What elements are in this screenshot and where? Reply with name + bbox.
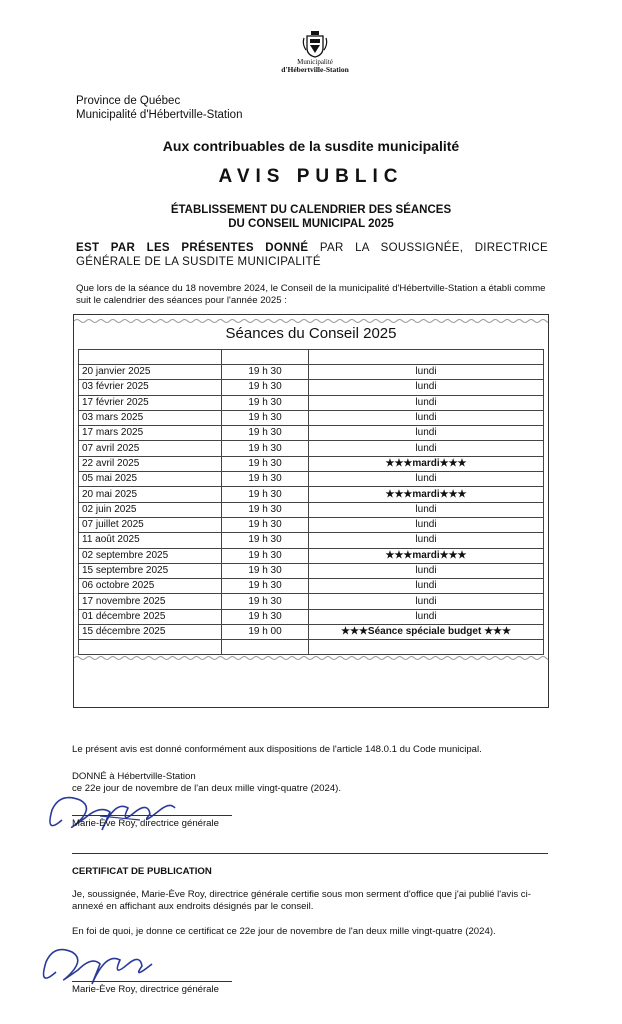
legal-text: Le présent avis est donné conformément aux dispositions de l'article 148.0.1 du Code municipal. — [72, 744, 482, 755]
date-cell: 20 mai 2025 — [79, 487, 222, 502]
certificate-signatory: Marie-Ève Roy, directrice générale — [72, 984, 219, 995]
day-cell: ★★★Séance spéciale budget ★★★ — [309, 625, 544, 640]
logo-caption-line2: d'Hébertville-Station — [281, 65, 349, 74]
day-cell: lundi — [309, 502, 544, 517]
signature-line — [72, 815, 232, 816]
blank-cell — [222, 640, 309, 655]
declaration-rest: PAR LA SOUSSIGNÉE, DIRECTRICE GÉNÉRALE DE LA SUSDITE MUNICIPALITÉ — [76, 242, 548, 268]
date-cell: 20 janvier 2025 — [79, 365, 222, 380]
table-row — [79, 579, 544, 594]
table-header-row — [79, 350, 544, 365]
time-cell: 19 h 30 — [222, 594, 309, 609]
blank-cell — [79, 640, 222, 655]
time-cell: 19 h 30 — [222, 365, 309, 380]
certificate-in-faith: En foi de quoi, je donne ce certificat ce 22e jour de novembre de l'an deux mille vingt-quatre (2024). — [72, 926, 496, 937]
date-cell: 15 septembre 2025 — [79, 563, 222, 578]
time-cell: 19 h 30 — [222, 410, 309, 425]
date-cell: 03 février 2025 — [79, 380, 222, 395]
table-row — [79, 517, 544, 532]
table-row — [79, 594, 544, 609]
table-row — [79, 365, 544, 380]
table-row — [79, 456, 544, 471]
date-cell: 17 février 2025 — [79, 395, 222, 410]
day-cell: lundi — [309, 517, 544, 532]
calendar-box — [73, 314, 549, 708]
day-cell: lundi — [309, 365, 544, 380]
logo-caption-line1: Municipalité — [297, 58, 333, 66]
blank-cell — [79, 350, 222, 365]
subtitle-line1: ÉTABLISSEMENT DU CALENDRIER DES SÉANCES — [170, 204, 452, 216]
notice-title: AVIS PUBLIC — [218, 166, 404, 187]
day-cell: lundi — [309, 395, 544, 410]
time-cell: 19 h 30 — [222, 426, 309, 441]
day-cell: lundi — [309, 441, 544, 456]
time-cell: 19 h 30 — [222, 563, 309, 578]
table-row — [79, 563, 544, 578]
day-cell: lundi — [309, 609, 544, 624]
table-blank-row — [79, 640, 544, 655]
date-cell: 22 avril 2025 — [79, 456, 222, 471]
date-cell: 01 décembre 2025 — [79, 609, 222, 624]
day-cell: lundi — [309, 533, 544, 548]
declaration-bold: EST PAR LES PRÉSENTES DONNÉ — [76, 242, 309, 254]
date-cell: 02 septembre 2025 — [79, 548, 222, 563]
time-cell: 19 h 30 — [222, 548, 309, 563]
day-cell: ★★★mardi★★★ — [309, 487, 544, 502]
municipality-logo — [270, 30, 360, 74]
addressee-heading: Aux contribuables de la susdite municipalité — [162, 138, 460, 154]
province-line: Province de Québec — [76, 95, 181, 107]
date-cell: 07 avril 2025 — [79, 441, 222, 456]
date-cell: 03 mars 2025 — [79, 410, 222, 425]
calendar-title: Séances du Conseil 2025 — [225, 325, 397, 342]
table-row — [79, 502, 544, 517]
declaration-paragraph — [76, 242, 548, 269]
date-cell: 05 mai 2025 — [79, 472, 222, 487]
time-cell: 19 h 30 — [222, 533, 309, 548]
calendar-table-body — [79, 350, 544, 655]
time-cell: 19 h 30 — [222, 487, 309, 502]
date-cell: 11 août 2025 — [79, 533, 222, 548]
day-cell: lundi — [309, 380, 544, 395]
table-row — [79, 380, 544, 395]
intro-paragraph: Que lors de la séance du 18 novembre 2024, le Conseil de la municipalité d'Hébertville-Station a établi comme suit le calendrier des séances pour l'année 2025 : — [76, 283, 546, 306]
date-cell: 17 mars 2025 — [79, 426, 222, 441]
municipality-line: Municipalité d'Hébertville-Station — [76, 109, 243, 121]
date-cell: 17 novembre 2025 — [79, 594, 222, 609]
table-row — [79, 410, 544, 425]
time-cell: 19 h 30 — [222, 609, 309, 624]
given-on: ce 22e jour de novembre de l'an deux mille vingt-quatre (2024). — [72, 783, 342, 794]
table-row — [79, 609, 544, 624]
table-row — [79, 533, 544, 548]
date-cell: 15 décembre 2025 — [79, 625, 222, 640]
blank-cell — [222, 350, 309, 365]
day-cell: lundi — [309, 472, 544, 487]
certificate-heading: CERTIFICAT DE PUBLICATION — [72, 866, 212, 877]
date-cell: 06 octobre 2025 — [79, 579, 222, 594]
table-row — [79, 441, 544, 456]
day-cell: lundi — [309, 563, 544, 578]
day-cell: lundi — [309, 410, 544, 425]
sender-address — [76, 94, 242, 122]
table-row — [79, 472, 544, 487]
time-cell: 19 h 30 — [222, 502, 309, 517]
bottom-wave-border — [74, 655, 548, 661]
date-cell: 07 juillet 2025 — [79, 517, 222, 532]
time-cell: 19 h 30 — [222, 441, 309, 456]
certificate-signature-line — [72, 981, 232, 982]
blank-cell — [309, 640, 544, 655]
day-cell: lundi — [309, 594, 544, 609]
table-row — [79, 487, 544, 502]
day-cell: ★★★mardi★★★ — [309, 548, 544, 563]
time-cell: 19 h 30 — [222, 579, 309, 594]
notice-subtitle — [0, 203, 622, 231]
time-cell: 19 h 00 — [222, 625, 309, 640]
time-cell: 19 h 30 — [222, 517, 309, 532]
time-cell: 19 h 30 — [222, 395, 309, 410]
time-cell: 19 h 30 — [222, 380, 309, 395]
table-row — [79, 625, 544, 640]
table-row — [79, 426, 544, 441]
given-at: DONNÉ à Hébertville-Station — [72, 771, 196, 782]
signatory: Marie-Ève Roy, directrice générale — [72, 818, 219, 829]
date-cell: 02 juin 2025 — [79, 502, 222, 517]
certificate-body: Je, soussignée, Marie-Ève Roy, directrice générale certifie sous mon serment d'office que j'ai publié l'avis ci-annexé en affichant aux endroits désignés par le conseil. — [72, 889, 531, 912]
day-cell: lundi — [309, 579, 544, 594]
table-row — [79, 395, 544, 410]
time-cell: 19 h 30 — [222, 472, 309, 487]
subtitle-line2: DU CONSEIL MUNICIPAL 2025 — [228, 218, 394, 230]
blank-cell — [309, 350, 544, 365]
coat-of-arms-icon — [302, 30, 328, 58]
section-divider — [72, 853, 548, 854]
top-wave-border — [74, 318, 548, 324]
table-row — [79, 548, 544, 563]
day-cell: ★★★mardi★★★ — [309, 456, 544, 471]
day-cell: lundi — [309, 426, 544, 441]
time-cell: 19 h 30 — [222, 456, 309, 471]
calendar-table — [78, 349, 544, 655]
